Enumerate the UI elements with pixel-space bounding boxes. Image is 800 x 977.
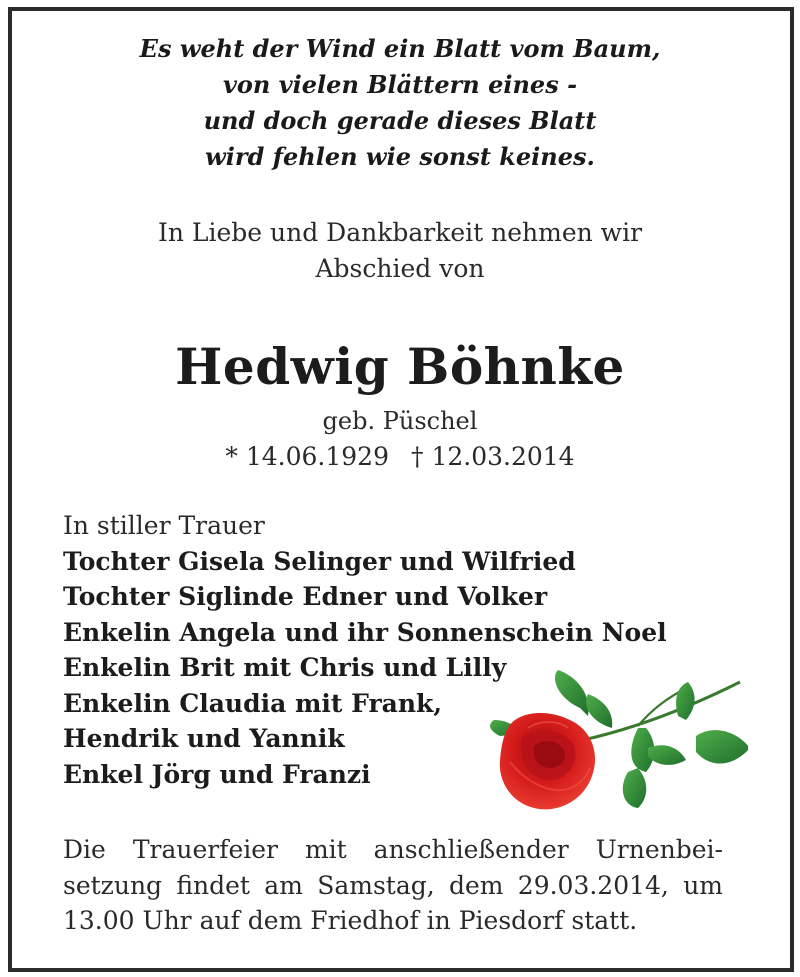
intro-text xyxy=(0,215,800,287)
mourner-entry: Hendrik und Yannik xyxy=(63,724,345,753)
funeral-line: setzung findet am Samstag, dem 29.03.2014, um xyxy=(63,870,723,900)
death-date: † 12.03.2014 xyxy=(411,442,575,471)
mourner-entry: Tochter Siglinde Edner und Volker xyxy=(63,582,548,611)
mourner-entry: Enkelin Brit mit Chris und Lilly xyxy=(63,653,507,682)
poem-verse xyxy=(0,31,800,175)
intro-line: Abschied von xyxy=(315,254,485,283)
poem-line: und doch gerade dieses Blatt xyxy=(203,106,597,135)
life-dates xyxy=(0,440,800,474)
deceased-name: Hedwig Böhnke xyxy=(175,337,625,396)
intro-line: In Liebe und Dankbarkeit nehmen wir xyxy=(157,218,643,247)
birth-name: geb. Püschel xyxy=(322,407,478,435)
funeral-notice xyxy=(63,832,723,939)
poem-line: von vielen Blättern eines - xyxy=(222,70,578,99)
mourner-entry: Enkelin Angela und ihr Sonnenschein Noel xyxy=(63,617,667,647)
poem-line: Es weht der Wind ein Blatt vom Baum, xyxy=(139,34,661,63)
funeral-line: Die Trauerfeier mit anschließender Urnenbei- xyxy=(63,835,723,864)
funeral-line: 13.00 Uhr auf dem Friedhof in Piesdorf statt. xyxy=(63,906,638,935)
red-rose-icon xyxy=(488,668,748,818)
mourner-entry: Enkelin Claudia mit Frank, xyxy=(63,688,443,718)
mourner-entry: Tochter Gisela Selinger und Wilfried xyxy=(63,546,576,576)
mourners-lead: In stiller Trauer xyxy=(63,511,265,540)
mourner-entry: Enkel Jörg und Franzi xyxy=(63,759,371,789)
poem-line: wird fehlen wie sonst keines. xyxy=(205,142,595,171)
birth-date: * 14.06.1929 xyxy=(225,442,389,471)
